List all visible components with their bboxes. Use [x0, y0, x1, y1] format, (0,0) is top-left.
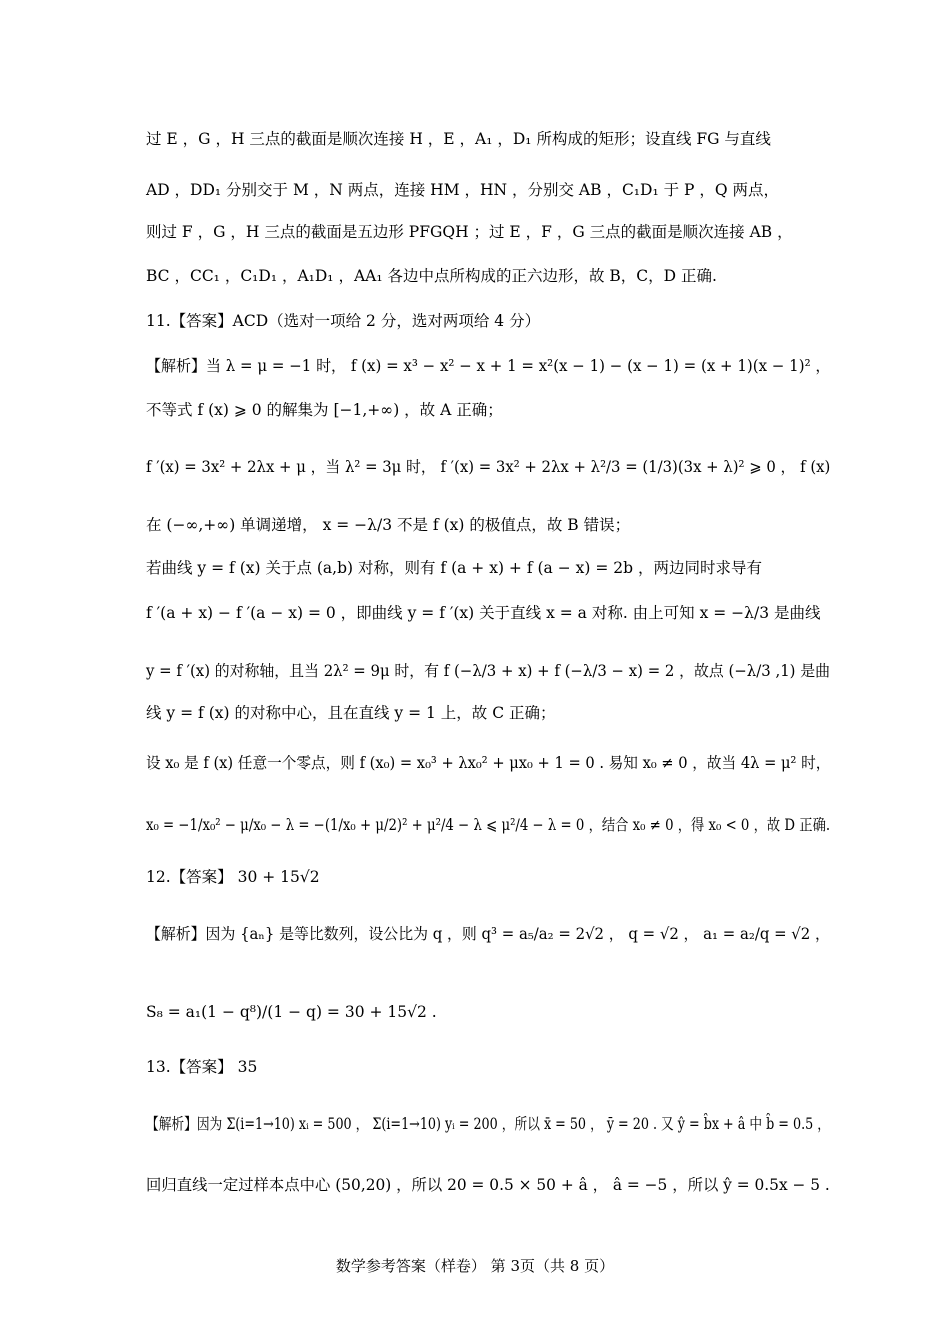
question-11-analysis-3: f ′(x) = 3x² + 2λx + μ ，当 λ² = 3μ 时， f ′(x) = 3x² + 2λx + λ²/3 = (1/3)(3x + λ)² ⩾ 0 ， f (x): [146, 458, 831, 476]
text-line-4: BC ，CC₁ ，C₁D₁ ，A₁D₁ ，AA₁ 各边中点所构成的正六边形，故 B，C，D 正确.: [146, 267, 717, 285]
question-12-answer: 12.【答案】 30 + 15√2: [146, 868, 320, 886]
question-13-analysis-1: 【解析】因为 Σ(i=1→10) xᵢ = 500 ， Σ(i=1→10) yᵢ = 200 ，所以 x̄ = 50 ， ȳ = 20 . 又 ŷ = b̂x + â 中 b̂ = 0.5 ，: [146, 1115, 830, 1133]
question-11-answer: 11.【答案】ACD（选对一项给 2 分，选对两项给 4 分）: [146, 312, 541, 330]
page-footer: 数学参考答案（样卷） 第 3页（共 8 页）: [335, 1257, 615, 1275]
text-line-2: AD ，DD₁ 分别交于 M ，N 两点，连接 HM ，HN ，分别交 AB ，C₁D₁ 于 P ，Q 两点，: [146, 181, 780, 199]
question-13-answer: 13.【答案】 35: [146, 1058, 258, 1076]
text-line-3: 则过 F ，G ，H 三点的截面是五边形 PFGQH ；过 E ，F ，G 三点的截面是顺次连接 AB ，: [146, 223, 793, 241]
question-12-analysis-1: 【解析】因为 {aₙ} 是等比数列，设公比为 q ，则 q³ = a₅/a₂ = 2√2 ， q = √2 ， a₁ = a₂/q = √2 ，: [146, 925, 830, 943]
question-11-analysis-6: f ′(a + x) − f ′(a − x) = 0 ，即曲线 y = f ′(x) 关于直线 x = a 对称. 由上可知 x = −λ/3 是曲线: [146, 604, 821, 622]
question-11-analysis-2: 不等式 f (x) ⩾ 0 的解集为 [−1,+∞) ，故 A 正确；: [146, 401, 503, 419]
question-13-analysis-2: 回归直线一定过样本点中心 (50,20) ，所以 20 = 0.5 × 50 + â ， â = −5 ，所以 ŷ = 0.5x − 5 .: [146, 1176, 830, 1194]
question-11-analysis-4: 在 (−∞,+∞) 单调递增， x = −λ/3 不是 f (x) 的极值点，故 B 错误；: [146, 516, 631, 534]
text-line-1: 过 E ，G ，H 三点的截面是顺次连接 H ，E ，A₁ ，D₁ 所构成的矩形；设直线 FG 与直线: [146, 130, 771, 148]
question-11-analysis-9: 设 x₀ 是 f (x) 任意一个零点，则 f (x₀) = x₀³ + λx₀² + μx₀ + 1 = 0 . 易知 x₀ ≠ 0 ，故当 4λ = μ² 时，: [146, 754, 831, 772]
question-12-analysis-2: S₈ = a₁(1 − q⁸)/(1 − q) = 30 + 15√2 .: [146, 1003, 437, 1021]
question-11-analysis-1: 【解析】当 λ = μ = −1 时， f (x) = x³ − x² − x + 1 = x²(x − 1) − (x − 1) = (x + 1)(x − 1)² ，: [146, 357, 831, 375]
question-11-analysis-8: 线 y = f (x) 的对称中心，且在直线 y = 1 上，故 C 正确；: [146, 704, 556, 722]
question-11-analysis-7: y = f ′(x) 的对称轴，且当 2λ² = 9μ 时，有 f (−λ/3 + x) + f (−λ/3 − x) = 2 ，故点 (−λ/3 ,1) 是曲: [146, 662, 831, 680]
question-11-analysis-5: 若曲线 y = f (x) 关于点 (a,b) 对称，则有 f (a + x) + f (a − x) = 2b ，两边同时求导有: [146, 559, 762, 577]
question-11-analysis-10: x₀ = −1/x₀² − μ/x₀ − λ = −(1/x₀ + μ/2)² + μ²/4 − λ ⩽ μ²/4 − λ = 0 ，结合 x₀ ≠ 0 ，得 x₀ < 0 ，故 D 正确.: [146, 816, 831, 834]
